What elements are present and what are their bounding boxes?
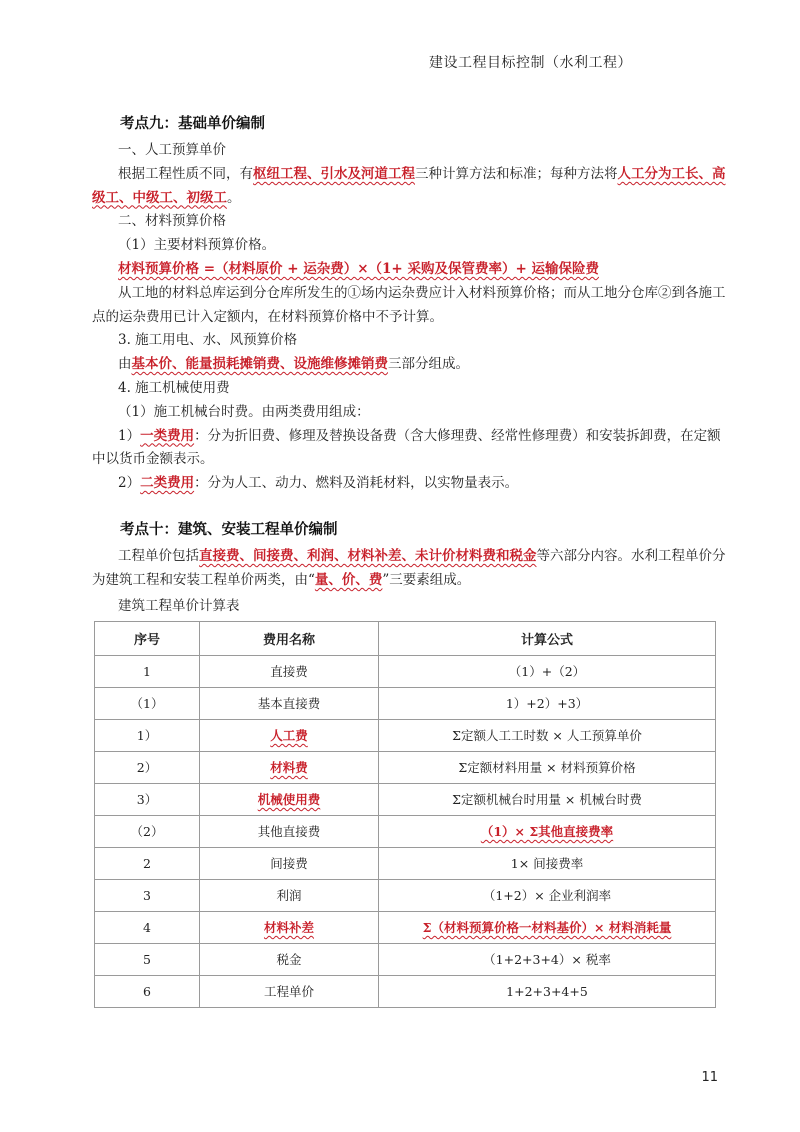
cell-no: 1 xyxy=(95,655,200,687)
cell-formula-text: （1）× Σ其他直接费率 xyxy=(480,824,614,840)
cell-name: 税金 xyxy=(200,943,379,975)
header-no: 序号 xyxy=(95,621,200,655)
table-header-row xyxy=(95,621,716,655)
page-number: 11 xyxy=(701,1070,718,1085)
cell-no: 5 xyxy=(95,943,200,975)
cell-name-text: 机械使用费 xyxy=(257,792,321,808)
table-row xyxy=(95,911,716,943)
s10-p1-hl1: 直接费、间接费、利润、材料补差、未计价材料费和税金 xyxy=(199,547,537,564)
s9-p12-a: 2） xyxy=(118,475,141,492)
s9-p9: 4. 施工机械使用费 xyxy=(118,379,230,396)
s9-p8-c: 三部分组成。 xyxy=(388,356,469,373)
table-row xyxy=(95,975,716,1007)
section10-title: 考点十：建筑、安装工程单价编制 xyxy=(120,521,338,538)
s9-p1: 一、人工预算单价 xyxy=(118,142,226,158)
cell-formula xyxy=(379,911,716,943)
s9-p8-a: 由 xyxy=(118,356,132,373)
cell-formula: （1+2+3+4）× 税率 xyxy=(379,943,716,975)
cell-no: 1） xyxy=(95,719,200,751)
table-row xyxy=(95,687,716,719)
s9-p2-hl2: 人工分为工长、高级工、中级工、初级工 xyxy=(92,165,726,206)
cell-formula: Σ定额材料用量 × 材料预算价格 xyxy=(379,751,716,783)
cell-name xyxy=(200,783,379,815)
cell-no: 6 xyxy=(95,975,200,1007)
cell-formula xyxy=(379,815,716,847)
cell-name: 利润 xyxy=(200,879,379,911)
cell-formula: 1× 间接费率 xyxy=(379,847,716,879)
page-content xyxy=(92,112,732,1008)
s10-p1-e: ”三要素组成。 xyxy=(382,571,471,588)
s9-p8 xyxy=(92,353,732,377)
s9-p2-e: 。 xyxy=(227,189,241,206)
cell-name-text: 人工费 xyxy=(270,728,308,744)
s10-p1-hl2: 量、价、费 xyxy=(314,571,383,588)
cell-no: 2 xyxy=(95,847,200,879)
s9-p2-a: 根据工程性质不同，有 xyxy=(118,165,253,182)
cell-name: 基本直接费 xyxy=(200,687,379,719)
s9-p2 xyxy=(92,163,732,211)
unit-price-table xyxy=(94,621,716,1008)
running-header: 建设工程目标控制（水利工程） xyxy=(429,55,632,71)
cell-no: 2） xyxy=(95,751,200,783)
cell-name xyxy=(200,719,379,751)
table-row xyxy=(95,943,716,975)
table-row xyxy=(95,815,716,847)
cell-name: 工程单价 xyxy=(200,975,379,1007)
cell-name: 间接费 xyxy=(200,847,379,879)
s9-p2-hl1: 枢纽工程、引水及河道工程 xyxy=(253,165,415,182)
s9-p11-hl: 一类费用 xyxy=(140,427,195,444)
s9-p2-c: 三种计算方法和标准；每种方法将 xyxy=(415,165,618,182)
s9-p10: （1）施工机械台时费。由两类费用组成： xyxy=(118,403,370,420)
s9-p11-c: ：分为折旧费、修理及替换设备费（含大修理费、经常性修理费）和安装拆卸费，在定额中以货币金额表示。 xyxy=(92,427,721,468)
table-row xyxy=(95,783,716,815)
table-row xyxy=(95,751,716,783)
header-name: 费用名称 xyxy=(200,621,379,655)
cell-no: （1） xyxy=(95,687,200,719)
cell-no: 3） xyxy=(95,783,200,815)
cell-name: 直接费 xyxy=(200,655,379,687)
cell-no: 3 xyxy=(95,879,200,911)
header-formula: 计算公式 xyxy=(379,621,716,655)
cell-formula: Σ定额机械台时用量 × 机械台时费 xyxy=(379,783,716,815)
s10-p1-a: 工程单价包括 xyxy=(118,547,199,564)
s9-p6: 从工地的材料总库运到分仓库所发生的①场内运杂费应计入材料预算价格；而从工地分仓库②到各施工点的运杂费用已计入定额内，在材料预算价格中不予计算。 xyxy=(92,284,726,325)
s9-p12-hl: 二类费用 xyxy=(140,475,195,492)
cell-name-text: 材料费 xyxy=(270,760,308,776)
cell-formula: （1+2）× 企业利润率 xyxy=(379,879,716,911)
s9-p7: 3. 施工用电、水、风预算价格 xyxy=(118,332,298,349)
cell-no: （2） xyxy=(95,815,200,847)
cell-formula: 1+2+3+4+5 xyxy=(379,975,716,1007)
material-price-formula: 材料预算价格 =（材料原价 + 运杂费）×（1+ 采购及保管费率）+ 运输保险费 xyxy=(118,260,599,277)
table-row xyxy=(95,719,716,751)
s9-p5 xyxy=(92,258,732,282)
table-row xyxy=(95,655,716,687)
s9-p3: 二、材料预算价格 xyxy=(118,213,226,230)
s9-p12 xyxy=(92,472,732,496)
cell-name xyxy=(200,751,379,783)
cell-formula: 1）+2）+3） xyxy=(379,687,716,719)
cell-formula: Σ定额人工工时数 × 人工预算单价 xyxy=(379,719,716,751)
cell-name: 其他直接费 xyxy=(200,815,379,847)
s9-p8-hl: 基本价、能量损耗摊销费、设施维修摊销费 xyxy=(131,356,388,373)
s9-p11-a: 1） xyxy=(118,427,141,444)
cell-name-text: 材料补差 xyxy=(263,920,314,936)
s9-p12-c: ：分为人工、动力、燃料及消耗材料，以实物量表示。 xyxy=(194,475,519,492)
table-caption: 建筑工程单价计算表 xyxy=(118,597,240,614)
cell-formula: （1）+（2） xyxy=(379,655,716,687)
section9-title: 考点九：基础单价编制 xyxy=(120,116,265,132)
s10-p1-c: 等六部分内容。水利工程单价分为建筑工程和安装工程单价两类，由“ xyxy=(92,547,726,588)
cell-name xyxy=(200,911,379,943)
s9-p4: （1）主要材料预算价格。 xyxy=(118,237,276,254)
cell-formula-text: Σ（材料预算价格一材料基价）× 材料消耗量 xyxy=(422,920,672,936)
s9-p11 xyxy=(92,425,732,473)
table-row xyxy=(95,879,716,911)
s10-p1 xyxy=(92,545,732,593)
table-row xyxy=(95,847,716,879)
cell-no: 4 xyxy=(95,911,200,943)
